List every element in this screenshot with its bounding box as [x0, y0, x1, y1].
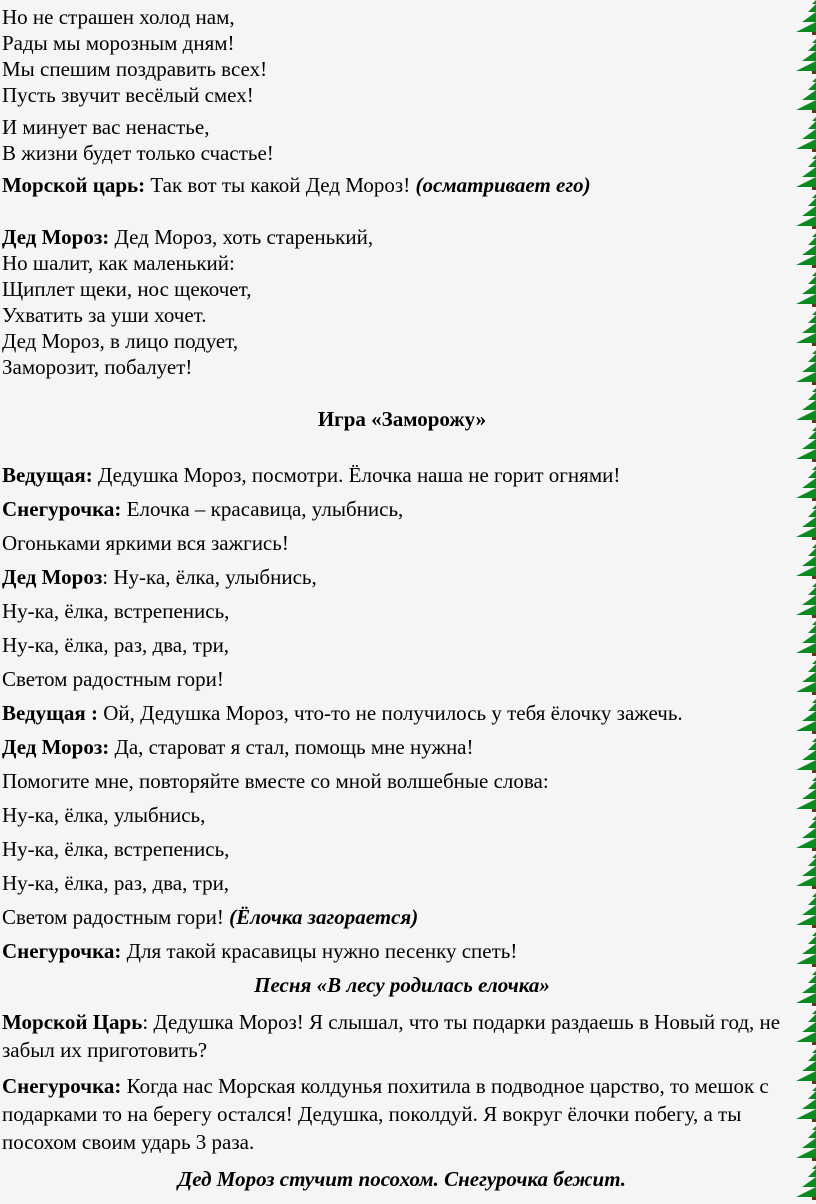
fir-tree-border — [794, 0, 816, 1204]
verse-line: Рады мы морозным дням! — [2, 31, 235, 55]
verse-line: В жизни будет только счастье! — [2, 141, 274, 165]
document-body — [2, 4, 802, 1192]
verse-line: Мы спешим поздравить всех! — [2, 57, 268, 81]
fir-tree-icon — [794, 76, 816, 114]
fir-tree-icon — [794, 891, 816, 929]
fir-tree-icon — [794, 231, 816, 269]
verse-line: Дед Мороз, в лицо подует, — [2, 329, 239, 353]
speaker-name: Снегурочка: — [2, 1074, 122, 1098]
verse-line: Ухватить за уши хочет. — [2, 303, 207, 327]
speaker-name: Дед Мороз — [2, 565, 103, 589]
fir-tree-icon — [794, 503, 816, 541]
game-title: Игра «Заморожу» — [317, 407, 487, 431]
verse-line: Ну-ка, ёлка, улыбнись, — [2, 803, 206, 827]
fir-tree-icon — [794, 697, 816, 735]
fir-tree-icon — [794, 0, 816, 36]
fir-tree-icon — [794, 542, 816, 580]
fir-tree-icon — [794, 1124, 816, 1162]
verse-line: Ну-ка, ёлка, встрепенись, — [2, 837, 230, 861]
fir-tree-icon — [794, 464, 816, 502]
fir-tree-icon — [794, 37, 816, 75]
fir-tree-icon — [794, 775, 816, 813]
dialogue-line — [2, 458, 802, 492]
dialogue-paragraph — [2, 1008, 802, 1064]
verse-line: Щиплет щеки, нос щекочет, — [2, 277, 252, 301]
speech-text: Так вот ты какой Дед Мороз! — [145, 173, 416, 197]
fir-tree-icon — [794, 1163, 816, 1201]
verse-line: И минует вас ненастье, — [2, 115, 210, 139]
fir-tree-icon — [794, 581, 816, 619]
dialogue-line — [2, 172, 802, 198]
verse-line: Ну-ка, ёлка, раз, два, три, — [2, 633, 230, 657]
speech-text: Светом радостным гори! — [2, 905, 230, 929]
verse-line: Огоньками яркими вся зажгись! — [2, 531, 289, 555]
speech-text: : Ну-ка, ёлка, улыбнись, — [102, 565, 317, 589]
fir-tree-icon — [794, 736, 816, 774]
song-title: Песня «В лесу родилась елочка» — [254, 973, 550, 997]
speech-text: Дедушка Мороз, посмотри. Ёлочка наша не горит огнями! — [92, 463, 621, 487]
speech-text: Дед Мороз, хоть старенький, — [109, 225, 374, 249]
speech-text: Да, староват я стал, помощь мне нужна! — [109, 735, 474, 759]
final-stage-direction: Дед Мороз стучит посохом. Снегурочка бежит. — [177, 1167, 627, 1191]
verse-line: Ну-ка, ёлка, раз, два, три, — [2, 871, 230, 895]
fir-tree-icon — [794, 386, 816, 424]
dialogue-line — [2, 934, 802, 968]
verse-line: Но не страшен холод нам, — [2, 5, 235, 29]
fir-tree-icon — [794, 814, 816, 852]
speech-text: Елочка – красавица, улыбнись, — [121, 497, 404, 521]
speaker-name: Дед Мороз: — [2, 735, 110, 759]
fir-tree-icon — [794, 1047, 816, 1085]
fir-tree-icon — [794, 1085, 816, 1123]
dialogue-line — [2, 900, 802, 934]
fir-tree-icon — [794, 270, 816, 308]
verse-line: Помогите мне, повторяйте вместе со мной волшебные слова: — [2, 769, 549, 793]
fir-tree-icon — [794, 930, 816, 968]
speaker-name: Снегурочка: — [2, 939, 122, 963]
dialogue-line — [2, 560, 802, 594]
fir-tree-icon — [794, 969, 816, 1007]
speaker-name: Ведущая : — [2, 701, 99, 725]
speech-text: Когда нас Морская колдунья похитила в подводное царство, то мешок с подарками то на берегу остался! Дедушка, поколдуй. Я вокруг ёлочки побегу, а ты посохом своим ударь 3 раза. — [2, 1074, 769, 1154]
speaker-name: Морской царь: — [2, 173, 146, 197]
fir-tree-icon — [794, 619, 816, 657]
fir-tree-icon — [794, 658, 816, 696]
speech-text: Ой, Дедушка Мороз, что-то не получилось у тебя ёлочку зажечь. — [98, 701, 683, 725]
dialogue-line — [2, 696, 802, 730]
speaker-name: Ведущая: — [2, 463, 93, 487]
speaker-name: Снегурочка: — [2, 497, 122, 521]
stage-direction: (Ёлочка загорается) — [229, 905, 419, 929]
speech-text: : Дедушка Мороз! Я слышал, что ты подарки раздаешь в Новый год, не забыл их приготовить? — [2, 1010, 781, 1062]
dialogue-line — [2, 730, 802, 764]
fir-tree-icon — [794, 1008, 816, 1046]
dialogue-line — [2, 224, 802, 250]
speech-text: Для такой красавицы нужно песенку спеть! — [121, 939, 518, 963]
fir-tree-icon — [794, 425, 816, 463]
verse-line: Но шалит, как маленький: — [2, 251, 235, 275]
verse-line: Светом радостным гори! — [2, 667, 224, 691]
fir-tree-icon — [794, 153, 816, 191]
dialogue-paragraph — [2, 1072, 802, 1156]
fir-tree-icon — [794, 852, 816, 890]
dialogue-line — [2, 492, 802, 526]
speaker-name: Морской Царь — [2, 1010, 143, 1034]
fir-tree-icon — [794, 348, 816, 386]
fir-tree-icon — [794, 309, 816, 347]
speaker-name: Дед Мороз: — [2, 225, 110, 249]
verse-line: Заморозит, побалует! — [2, 355, 193, 379]
stage-direction: (осматривает его) — [415, 173, 591, 197]
verse-line: Ну-ка, ёлка, встрепенись, — [2, 599, 230, 623]
fir-tree-icon — [794, 115, 816, 153]
fir-tree-icon — [794, 192, 816, 230]
verse-line: Пусть звучит весёлый смех! — [2, 83, 254, 107]
